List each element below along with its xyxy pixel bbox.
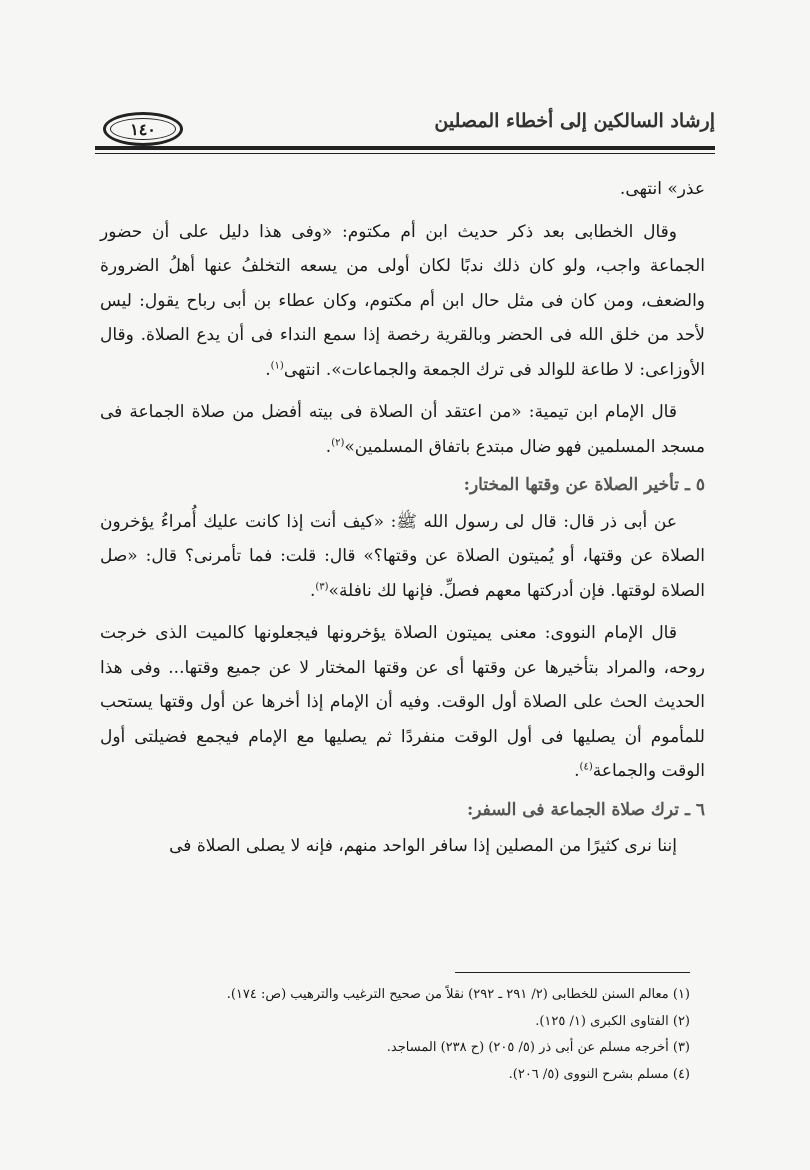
paragraph-end: . bbox=[265, 359, 271, 380]
section-heading-6: ٦ ـ ترك صلاة الجماعة فى السفر: bbox=[466, 799, 705, 820]
footnote-2: (٢) الفتاوى الكبرى (١/ ١٢٥). bbox=[535, 1013, 690, 1029]
paragraph-continuation: عذر» انتهى. bbox=[619, 179, 705, 199]
footnote-ref-2: (٢) bbox=[331, 436, 345, 448]
paragraph-end: . bbox=[574, 761, 580, 781]
footnote-3: (٣) أخرجه مسلم عن أبى ذر (٥/ ٢٠٥) (ح ٢٣٨) المساجد. bbox=[386, 1040, 690, 1055]
paragraph-end: . bbox=[309, 580, 316, 601]
paragraph-text: وقال الخطابى بعد ذكر حديث ابن أم مكتوم: «وفى هذا دليل على أن حضور الجماعة واجب، ولو كان ذلك ندبًا لكان أولى من يسعه التخلفُ عنها أهلُ الضرورة والضعف، ومن كان فى مثل حال ابن أم مكتوم، وكان عطاء بن أبى رباح يقول: ليس لأحد من خلق الله فى الحضر وبالقرية رخصة إذا سمع النداء فى أن يدع الصلاة. وقال الأوزاعى: لا طاعة للوالد فى ترك الجمعة والجماعات». انتهى bbox=[100, 221, 705, 380]
header-rule-thin bbox=[95, 153, 715, 154]
paragraph-khattabi bbox=[100, 215, 705, 388]
paragraph-abu-dharr bbox=[100, 505, 705, 609]
section-heading-5: ٥ ـ تأخير الصلاة عن وقتها المختار: bbox=[463, 475, 705, 495]
paragraph-travel: إننا نرى كثيرًا من المصلين إذا سافر الواحد منهم، فإنه لا يصلى الصلاة فى bbox=[169, 836, 677, 856]
page-number: ١٤٠ bbox=[130, 119, 156, 139]
footnote-separator bbox=[455, 972, 690, 973]
paragraph-nawawi bbox=[100, 616, 705, 789]
footnote-ref-4: (٤) bbox=[579, 761, 593, 773]
header-rule-thick bbox=[95, 146, 715, 150]
page-header bbox=[95, 108, 715, 158]
paragraph-end: . bbox=[325, 436, 332, 457]
page-body bbox=[100, 172, 705, 864]
paragraph-text: قال الإمام ابن تيمية: «من اعتقد أن الصلاة فى بيته أفضل من صلاة الجماعة فى مسجد المسلمين فهو ضال مبتدع باتفاق المسلمين» bbox=[100, 402, 705, 457]
paragraph-text: عن أبى ذر قال: قال لى رسول الله ﷺ: «كيف أنت إذا كانت عليك أُمراءُ يؤخرون الصلاة عن وقتها، أو يُميتون الصلاة عن وقتها؟» قال: قلت: فما تأمرنى؟ قال: «صل الصلاة لوقتها. فإن أدركتها معهم فصلِّ. فإنها لك نافلة» bbox=[100, 511, 705, 601]
running-title: إرشاد السالكين إلى أخطاء المصلين bbox=[434, 110, 715, 132]
footnotes bbox=[130, 982, 690, 1088]
page-number-frame bbox=[103, 112, 183, 146]
footnote-1: (١) معالم السنن للخطابى (٢/ ٢٩١ ـ ٢٩٢) نقلاً من صحيح الترغيب والترهيب (ص: ١٧٤). bbox=[226, 987, 690, 1002]
footnote-ref-3: (٣) bbox=[315, 580, 329, 592]
paragraph-ibn-taymiyya bbox=[100, 395, 705, 464]
footnote-4: (٤) مسلم بشرح النووى (٥/ ٢٠٦). bbox=[508, 1066, 690, 1082]
paragraph-text: قال الإمام النووى: معنى يميتون الصلاة يؤخرونها فيجعلونها كالميت الذى خرجت روحه، والمراد بتأخيرها عن وقتها أى عن وقتها المختار لا عن جميع وقتها... وفى هذا الحديث الحث على الصلاة أول الوقت. وفيه أن الإمام إذا أخرها عن أول وقتها يستحب للمأموم أن يصليها فى أول الوقت منفردًا ثم يصليها مع الإمام فيجمع فضيلتى أول الوقت والجماعة bbox=[100, 623, 705, 781]
footnote-ref-1: (١) bbox=[270, 359, 284, 371]
